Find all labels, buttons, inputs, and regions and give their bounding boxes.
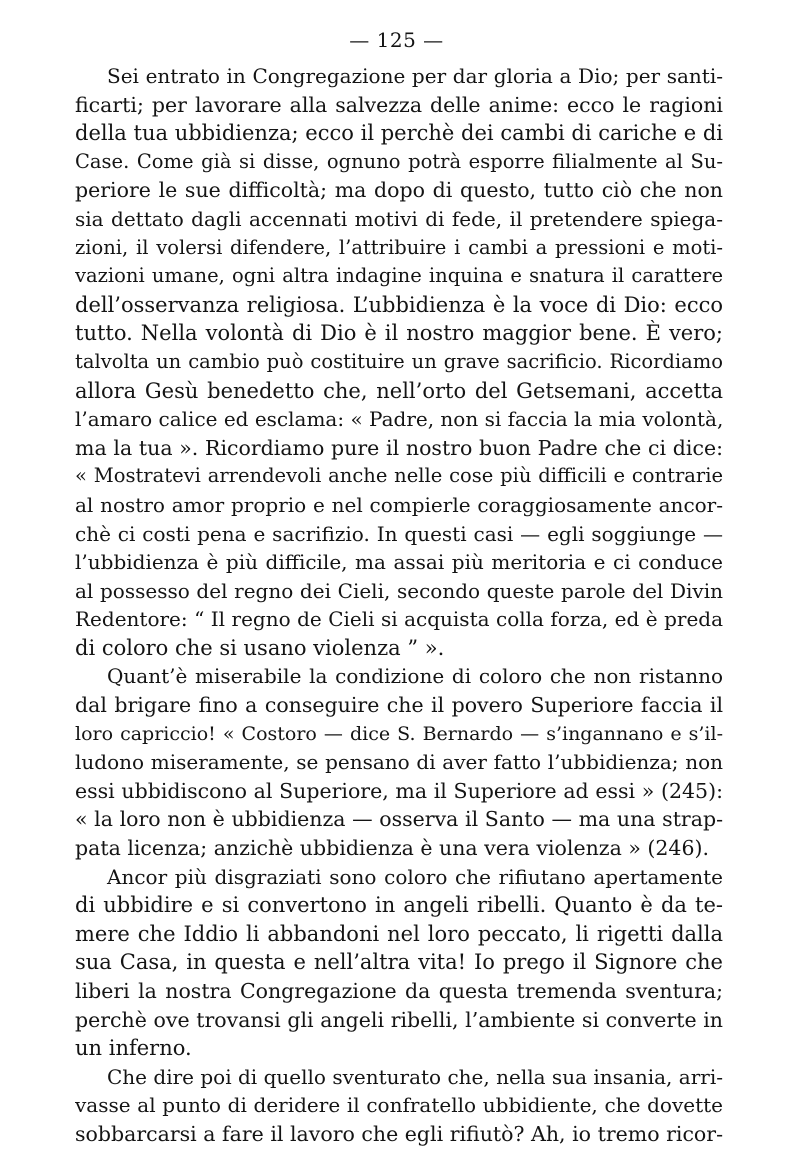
text-line: Sei entrato in Congregazione per dar gloria a Dio; per santi- <box>107 64 723 88</box>
text-line: mere che Iddio li abbandoni nel loro peccato, li rigetti dalla <box>75 921 723 946</box>
text-line: dal brigare fino a conseguire che il povero Superiore faccia il <box>75 693 723 718</box>
text-line: talvolta un cambio può costituire un grave sacrificio. Ricordiamo <box>75 349 723 373</box>
text-line: di coloro che si usano violenza ” ». <box>75 635 445 660</box>
text-line: periore le sue difficoltà; ma dopo di questo, tutto ciò che non <box>75 178 723 203</box>
body-text <box>75 62 723 1149</box>
text-line: « la loro non è ubbidienza — osserva il Santo — ma una strap- <box>75 807 723 832</box>
text-line: della tua ubbidienza; ecco il perchè dei cambi di cariche e di <box>75 121 723 146</box>
text-line: tutto. Nella volontà di Dio è il nostro maggior bene. È vero; <box>75 321 723 346</box>
page-number-header: — 125 — <box>349 28 444 52</box>
text-line: allora Gesù benedetto che, nell’orto del Getsemani, accetta <box>75 378 723 403</box>
text-line: ludono miseramente, se pensano di aver fatto l’ubbidienza; non <box>75 750 723 775</box>
text-line: Case. Come già si disse, ognuno potrà esporre filialmente al Su- <box>75 149 723 173</box>
text-line: sia dettato dagli accennati motivi di fede, il pretendere spiega- <box>75 206 723 231</box>
text-line: « Mostratevi arrendevoli anche nelle cose più difficili e contrarie <box>75 464 723 488</box>
text-line: vazioni umane, ogni altra indagine inquina e snatura il carattere <box>75 264 723 288</box>
text-line: al possesso del regno dei Cieli, secondo queste parole del Divin <box>75 578 723 603</box>
text-line: Che dire poi di quello sventurato che, nella sua insania, arri- <box>107 1064 723 1089</box>
text-line: di ubbidire e si convertono in angeli ribelli. Quanto è da te- <box>75 893 723 918</box>
text-line: l’amaro calice ed esclama: « Padre, non si faccia la mia volontà, <box>75 407 723 432</box>
text-line: ficarti; per lavorare alla salvezza delle anime: ecco le ragioni <box>75 92 723 117</box>
text-line: ma la tua ». Ricordiamo pure il nostro buon Padre che ci dice: <box>75 435 723 460</box>
text-line: Quant’è miserabile la condizione di coloro che non ristanno <box>107 664 723 689</box>
text-line: al nostro amor proprio e nel compierle coraggiosamente ancor- <box>75 492 723 517</box>
text-line: loro capriccio! « Costoro — dice S. Bernardo — s’ingannano e s’il- <box>75 722 723 745</box>
text-line: vasse al punto di deridere il confratello ubbidiente, che dovette <box>75 1093 723 1118</box>
text-line: Redentore: “ Il regno de Cieli si acquista colla forza, ed è preda <box>75 607 723 632</box>
text-line: essi ubbidiscono al Superiore, ma il Superiore ad essi » (245): <box>75 778 723 803</box>
text-line: un inferno. <box>75 1036 192 1061</box>
text-line: zioni, il volersi difendere, l’attribuire i cambi a pressioni e moti- <box>75 235 723 259</box>
text-line: sobbarcarsi a fare il lavoro che egli rifiutò? Ah, io tremo ricor- <box>75 1121 723 1146</box>
text-line: chè ci costi pena e sacrifizio. In questi casi — egli soggiunge — <box>75 521 723 546</box>
text-line: pata licenza; anzichè ubbidienza è una vera violenza » (246). <box>75 836 710 861</box>
text-line: Ancor più disgraziati sono coloro che rifiutano apertamente <box>107 864 723 889</box>
text-line: dell’osservanza religiosa. L’ubbidienza è la voce di Dio: ecco <box>75 292 723 317</box>
text-line: liberi la nostra Congregazione da questa tremenda sventura; <box>75 979 723 1003</box>
text-line: sua Casa, in questa e nell’altra vita! Io prego il Signore che <box>75 950 723 975</box>
text-line: l’ubbidienza è più difficile, ma assai più meritoria e ci conduce <box>75 550 723 575</box>
text-line: perchè ove trovansi gli angeli ribelli, l’ambiente si converte in <box>75 1007 723 1032</box>
